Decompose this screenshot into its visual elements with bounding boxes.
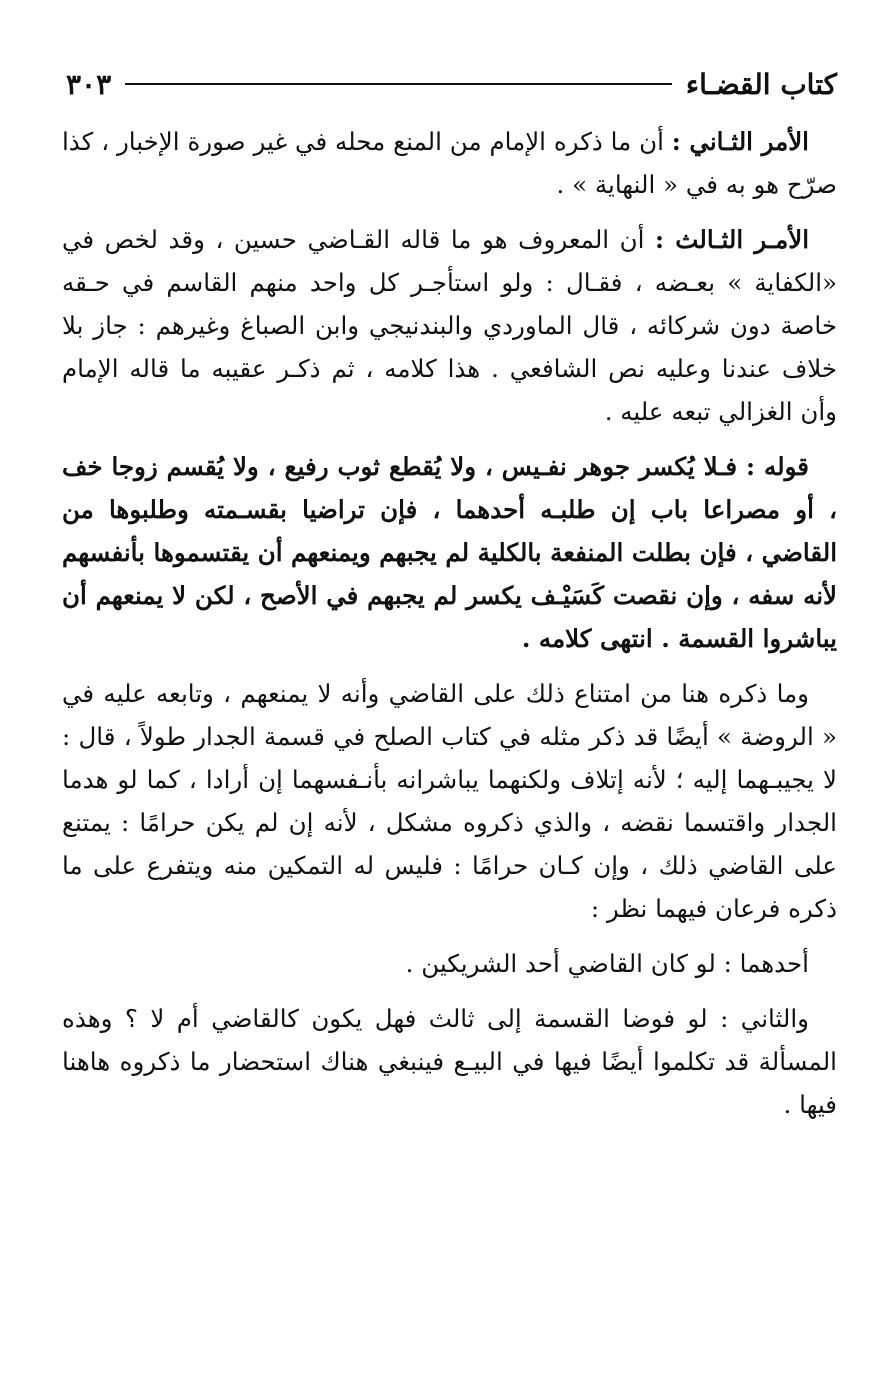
- document-page: [62, 58, 837, 1126]
- paragraph-text: أن المعروف هو ما قاله القـاضي حسين ، وقد لخص في «الكفاية » بعـضه ، فقـال : ولو استأجـر كل واحد منهم القاسم في حـقه خاصة دون شركائه ، قال الماوردي والبندنيجي وابن الصباغ وغيرهم : جاز بلا خلاف عندنا وعليه نص الشافعي . هذا كلامه ، ثم ذكـر عقيبه ما قاله الإمام وأن الغزالي تبعه عليه .: [62, 225, 837, 426]
- paragraph-first-branch: [62, 942, 837, 985]
- running-header: [62, 58, 837, 110]
- paragraph-second-matter: [62, 120, 837, 206]
- paragraph-text: والثاني : لو فوضا القسمة إلى ثالث فهل يكون كالقاضي أم لا ؟ وهذه المسألة قد تكلموا أيضًا فيها في البيـع فينبغي هناك استحضار ما ذكروه هاهنا فيها .: [62, 1004, 837, 1119]
- header-rule: [125, 83, 672, 85]
- paragraph-text: أن ما ذكره الإمام من المنع محله في غير صورة الإخبار ، كذا صرّح هو به في « النهاية » .: [62, 127, 837, 199]
- page-number: ٣٠٣: [66, 67, 112, 101]
- paragraph-quoted-text: [62, 445, 837, 660]
- paragraph-second-branch: [62, 997, 837, 1126]
- paragraph-lead: الأمـر الثـالث :: [654, 225, 809, 254]
- paragraph-commentary: [62, 672, 837, 930]
- paragraph-lead: الأمر الثـاني :: [671, 127, 809, 156]
- paragraph-text: أحدهما : لو كان القاضي أحد الشريكين .: [405, 949, 809, 978]
- paragraph-text: وما ذكره هنا من امتناع ذلك على القاضي وأنه لا يمنعهم ، وتابعه عليه في « الروضة » أيضًا قد ذكر مثله في كتاب الصلح في قسمة الجدار طولاً ، قال : لا يجيبـهما إليه ؛ لأنه إتلاف ولكنهما يباشرانه بأنـفسهما إن أرادا ، كما لو هدما الجدار واقتسما نقضه ، والذي ذكروه مشكل ، لأنه إن لم يكن حرامًا : يمتنع على القاضي ذلك ، وإن كـان حرامًا : فليس له التمكين منه ويتفرع على ما ذكره فرعان فيهما نظر :: [62, 679, 837, 923]
- paragraph-text: قوله : فـلا يُكسر جوهر نفـيس ، ولا يُقطع ثوب رفيع ، ولا يُقسم زوجا خف ، أو مصراعا باب إن طلبـه أحدهما ، فإن تراضيا بقسـمته وطلبوها من القاضي ، فإن بطلت المنفعة بالكلية لم يجبهم ويمنعهم أن يقتسموها بأنفسهم لأنه سفه ، وإن نقصت كَسَيْـف يكسر لم يجبهم في الأصح ، لكن لا يمنعهم أن يباشروا القسمة . انتهى كلامه .: [62, 452, 837, 653]
- book-title: كتاب القضـاء: [685, 67, 837, 101]
- paragraph-third-matter: [62, 218, 837, 433]
